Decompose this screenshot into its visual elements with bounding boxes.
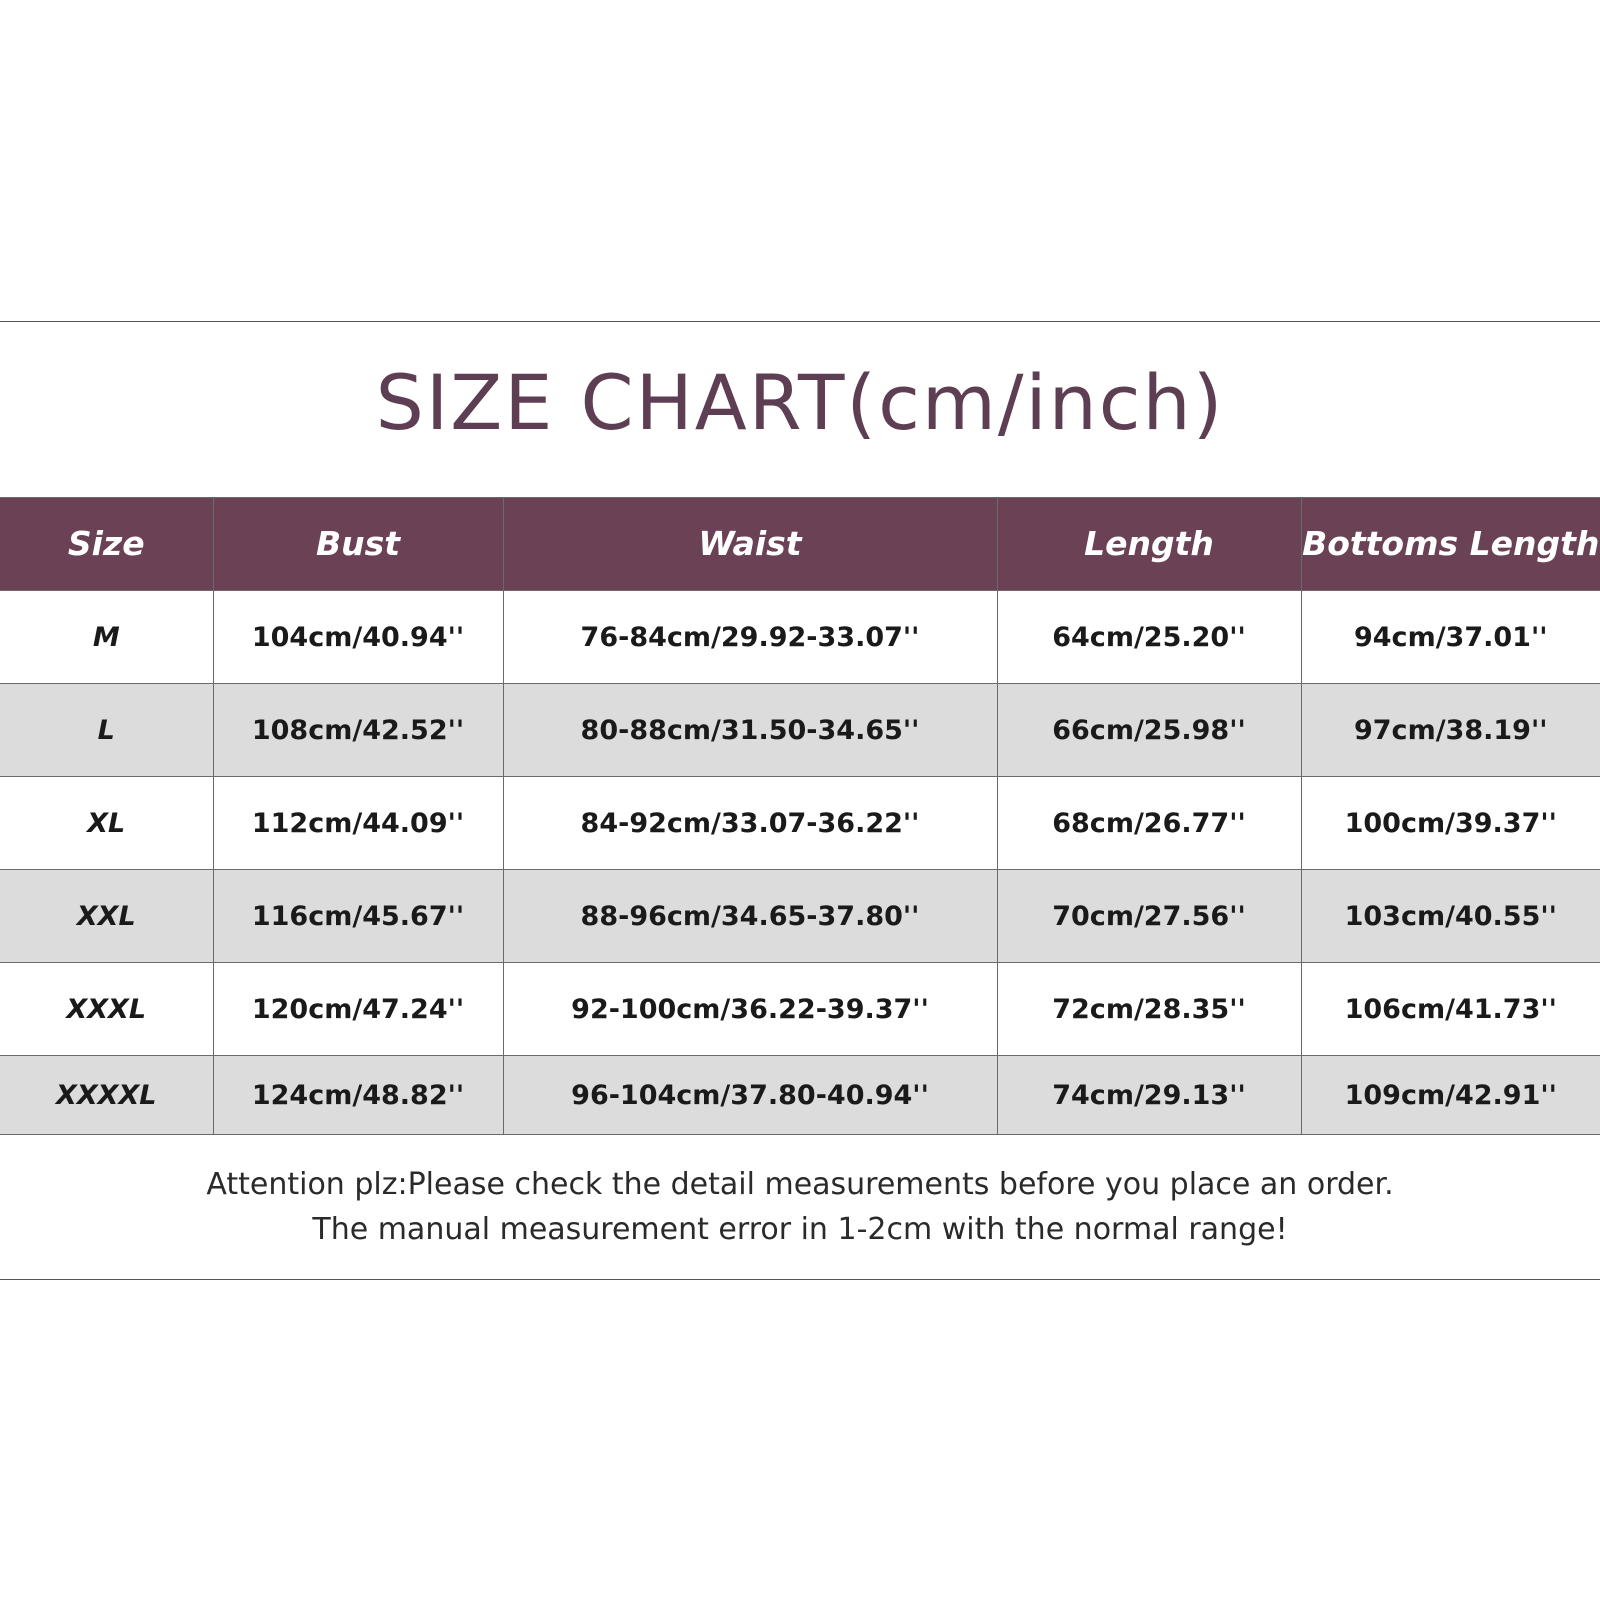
bottoms-length-cell: 100cm/39.37'': [1301, 777, 1600, 870]
bust-cell: 112cm/44.09'': [213, 777, 503, 870]
waist-cell: 92-100cm/36.22-39.37'': [503, 963, 997, 1056]
length-cell: 64cm/25.20'': [997, 591, 1301, 684]
bust-cell: 124cm/48.82'': [213, 1056, 503, 1135]
table-row: [0, 684, 1600, 777]
table-header-row: [0, 498, 1600, 591]
bust-cell: 120cm/47.24'': [213, 963, 503, 1056]
header-length: Length: [997, 498, 1301, 591]
size-cell: XXXXL: [0, 1056, 213, 1135]
bottom-divider: [0, 1279, 1600, 1280]
length-cell: 72cm/28.35'': [997, 963, 1301, 1056]
size-cell: XXXL: [0, 963, 213, 1056]
size-chart-table: [0, 497, 1600, 1135]
bottoms-length-cell: 109cm/42.91'': [1301, 1056, 1600, 1135]
bust-cell: 116cm/45.67'': [213, 870, 503, 963]
table-row: [0, 777, 1600, 870]
table-row: [0, 963, 1600, 1056]
header-bust: Bust: [213, 498, 503, 591]
header-size: Size: [0, 498, 213, 591]
length-cell: 68cm/26.77'': [997, 777, 1301, 870]
size-cell: XXL: [0, 870, 213, 963]
bust-cell: 104cm/40.94'': [213, 591, 503, 684]
length-cell: 66cm/25.98'': [997, 684, 1301, 777]
attention-note-line-1: Attention plz:Please check the detail measurements before you place an order.: [206, 1167, 1394, 1202]
attention-note: [0, 1162, 1600, 1252]
bottoms-length-cell: 94cm/37.01'': [1301, 591, 1600, 684]
size-cell: M: [0, 591, 213, 684]
bottoms-length-cell: 106cm/41.73'': [1301, 963, 1600, 1056]
header-waist: Waist: [503, 498, 997, 591]
attention-note-line-2: The manual measurement error in 1-2cm with the normal range!: [312, 1212, 1288, 1247]
waist-cell: 96-104cm/37.80-40.94'': [503, 1056, 997, 1135]
waist-cell: 84-92cm/33.07-36.22'': [503, 777, 997, 870]
top-divider: [0, 321, 1600, 322]
length-cell: 70cm/27.56'': [997, 870, 1301, 963]
page-title: SIZE CHART(cm/inch): [375, 358, 1225, 447]
waist-cell: 80-88cm/31.50-34.65'': [503, 684, 997, 777]
table-row: [0, 870, 1600, 963]
size-cell: L: [0, 684, 213, 777]
header-bottoms-length: Bottoms Length: [1301, 498, 1600, 591]
table-row: [0, 591, 1600, 684]
length-cell: 74cm/29.13'': [997, 1056, 1301, 1135]
bottoms-length-cell: 103cm/40.55'': [1301, 870, 1600, 963]
waist-cell: 76-84cm/29.92-33.07'': [503, 591, 997, 684]
table-row: [0, 1056, 1600, 1135]
bottoms-length-cell: 97cm/38.19'': [1301, 684, 1600, 777]
size-cell: XL: [0, 777, 213, 870]
bust-cell: 108cm/42.52'': [213, 684, 503, 777]
waist-cell: 88-96cm/34.65-37.80'': [503, 870, 997, 963]
